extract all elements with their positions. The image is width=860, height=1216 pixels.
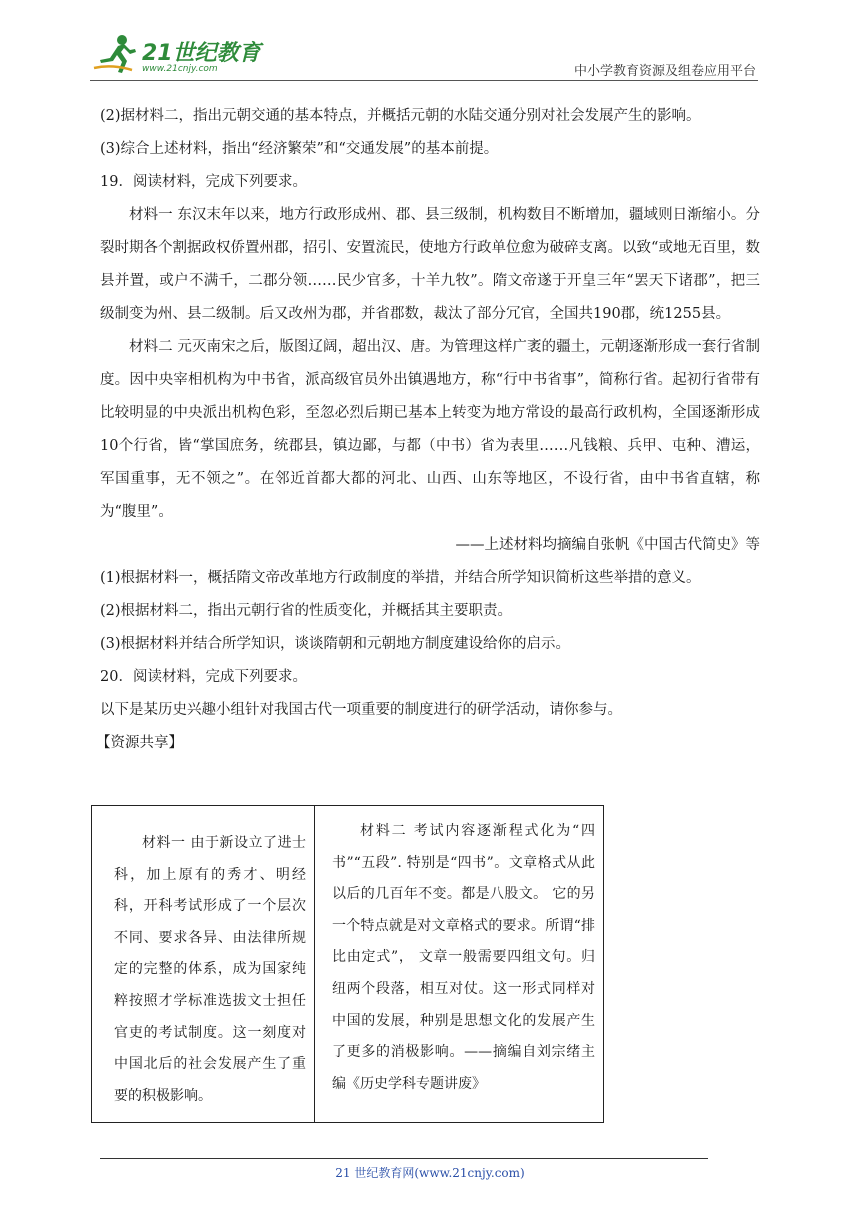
runner-icon [92, 34, 140, 74]
materials-table [91, 805, 604, 1123]
logo-text: 21世纪教育 [142, 41, 261, 66]
table-cell-material-1 [92, 806, 315, 1122]
material-1-text: 材料一 由于新设立了进士科，加上原有的秀才、明经科，开科考试形成了一个层次不同、要求各异、由法律所规定的完整的体系，成为国家纯粹按照才学标准选拔文士担任官吏的考试制度。这一刻度对中国北后的社会发展产生了重要的积极影响。 [114, 835, 306, 1104]
question-19-title: 19．阅读材料，完成下列要求。 [100, 174, 307, 190]
header-divider [90, 80, 758, 81]
logo-url: www.21cnjy.com [142, 64, 218, 74]
question-20-title: 20．阅读材料，完成下列要求。 [100, 669, 307, 685]
resource-share-heading: 【资源共享】 [96, 735, 183, 751]
page-header [0, 0, 860, 86]
platform-title: 中小学教育资源及组卷应用平台 [573, 64, 756, 79]
material-2-text: 材料二 考试内容逐渐程式化为“四书”“五段”. 特别是“四书”。文章格式从此以后的几百年不变。都是八股文。 它的另一个特点就是对文章格式的要求。所谓“排比由定式”， 文章一般需要四组文句。归纽两个段落，相互对仗。这一形式同样对中国的发展，种别是思想文化的发展产生了更多的消极影响。——摘编自刘宗绪主编《历史学科专题讲废》 [332, 823, 595, 1092]
question-18-part-2: (2)据材料二，指出元朝交通的基本特点，并概括元朝的水陆交通分别对社会发展产生的影响。 [100, 108, 701, 124]
question-19-part-3: (3)根据材料并结合所学知识，谈谈隋朝和元朝地方制度建设给你的启示。 [100, 636, 571, 652]
site-logo[interactable] [92, 34, 262, 78]
question-19-material-1: 材料一 东汉末年以来，地方行政形成州、郡、县三级制，机构数目不断增加，疆域则日渐缩小。分裂时期各个割据政权侨置州郡，招引、安置流民，使地方行政单位愈为破碎支离。以致“或地无百里，数县并置，或户不满千，二郡分领……民少官多，十羊九牧”。隋文帝遂于开皇三年“罢天下诸郡”，把三级制变为州、县二级制。后又改州为郡，并省郡数，裁汰了部分冗官，全国共190郡，统1255县。 [100, 207, 760, 322]
question-19-material-2: 材料二 元灭南宋之后，版图辽阔，超出汉、唐。为管理这样广袤的疆土，元朝逐渐形成一套行省制度。因中央宰相机构为中书省，派高级官员外出镇遇地方，称“行中书省事”，简称行省。起初行省带有比较明显的中央派出机构色彩，至忽必烈后期已基本上转变为地方常设的最高行政机构，全国逐渐形成10个行省，皆“掌国庶务，统郡县，镇边鄙，与都（中书）省为表里……凡钱粮、兵甲、屯种、漕运，军国重事，无不领之”。在邻近首都大都的河北、山西、山东等地区，不设行省，由中书省直辖，称为“腹里”。 [100, 339, 760, 520]
question-19-part-1: (1)根据材料一，概括隋文帝改革地方行政制度的举措，并结合所学知识简析这些举措的意义。 [100, 570, 701, 586]
question-20-intro: 以下是某历史兴趣小组针对我国古代一项重要的制度进行的研学活动，请你参与。 [100, 702, 622, 718]
question-19-part-2: (2)根据材料二，指出元朝行省的性质变化，并概括其主要职责。 [100, 603, 513, 619]
question-19-source: ——上述材料均摘编自张帆《中国古代简史》等 [455, 537, 760, 553]
table-cell-material-2 [315, 806, 603, 1122]
question-content [96, 100, 760, 760]
footer-link[interactable]: 21 世纪教育网(www.21cnjy.com) [335, 1166, 525, 1180]
footer-divider [100, 1158, 708, 1159]
question-18-part-3: (3)综合上述材料，指出“经济繁荣”和“交通发展”的基本前提。 [100, 141, 499, 157]
